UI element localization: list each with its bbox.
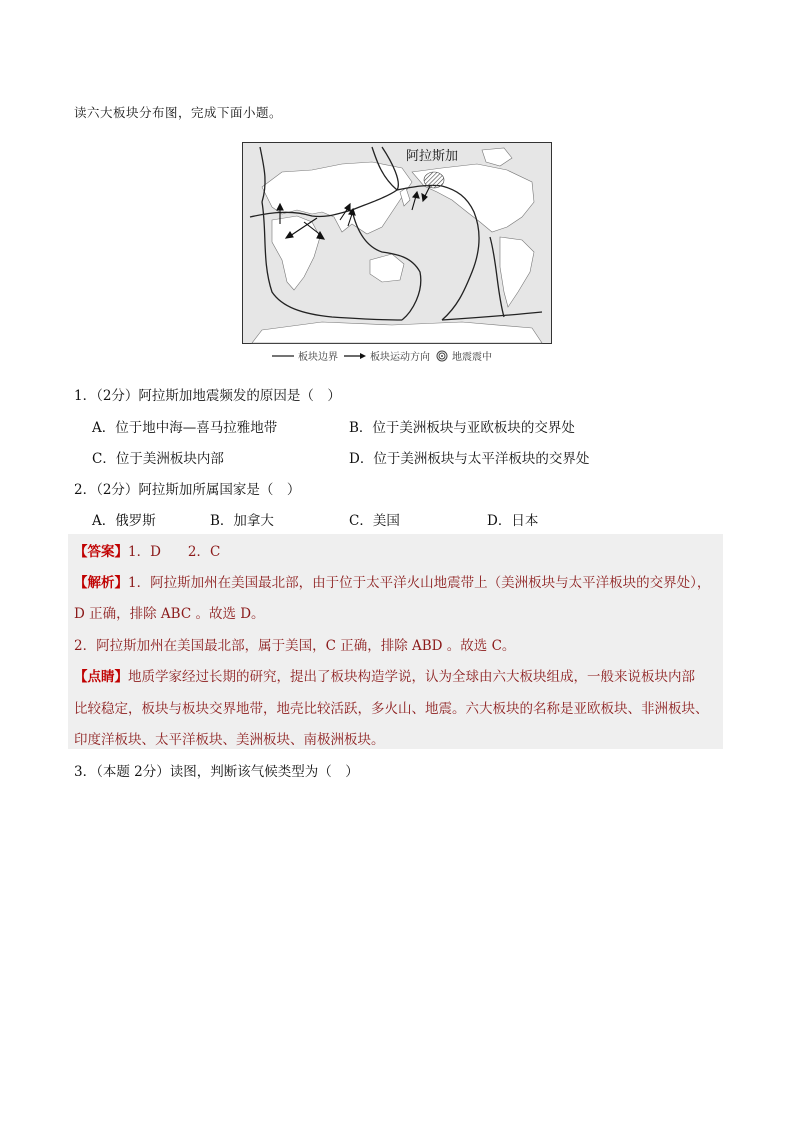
alaska-label: 阿拉斯加: [405, 149, 459, 164]
quake-icon: [436, 350, 448, 362]
comment-tag: 【点睛】: [74, 669, 128, 685]
q2-stem: 2．（2分）阿拉斯加所属国家是（ ）: [74, 482, 301, 498]
map-legend: [272, 348, 492, 363]
analysis-line-1: [74, 571, 710, 591]
plate-map: [242, 142, 552, 344]
legend-boundary: [272, 348, 338, 363]
answer-text: 1．D 2．C: [128, 544, 221, 560]
comment-text-1: 地质学家经过长期的研究，提出了板块构造学说，认为全球由六大板块组成，一般来说板块内部: [128, 669, 695, 685]
q1-option-d: D．位于美洲板块与太平洋板块的交界处: [349, 451, 590, 467]
arrow-icon: [344, 352, 366, 360]
legend-motion: [344, 348, 430, 363]
legend-motion-label: 板块运动方向: [370, 352, 430, 363]
answer-tag: 【答案】: [74, 544, 128, 560]
q3-stem: 3．（本题 2分）读图，判断该气候类型为（ ）: [74, 764, 359, 780]
legend-quake: [436, 348, 492, 363]
comment-line-1: [74, 665, 695, 685]
answer-line: [74, 540, 220, 560]
q1-option-b: B．位于美洲板块与亚欧板块的交界处: [349, 420, 575, 436]
comment-line-2: 比较稳定，板块与板块交界地带，地壳比较活跃，多火山、地震。六大板块的名称是亚欧板块、非洲板块、: [74, 701, 709, 717]
q2-option-b: B．加拿大: [210, 513, 274, 529]
quake-zone: [424, 172, 444, 188]
analysis-tag: 【解析】: [74, 575, 128, 591]
intro-text: 读六大板块分布图，完成下面小题。: [74, 105, 283, 120]
analysis-line-3: 2．阿拉斯加州在美国最北部，属于美国，C 正确，排除 ABD 。故选 C。: [74, 638, 516, 654]
analysis-text-1: 1．阿拉斯加州在美国最北部，由于位于太平洋火山地震带上（美洲板块与太平洋板块的交界处），: [128, 575, 711, 591]
comment-line-3: 印度洋板块、太平洋板块、美洲板块、南极洲板块。: [74, 732, 385, 748]
q1-stem: 1．（2分）阿拉斯加地震频发的原因是（ ）: [74, 388, 341, 404]
boundary-line-icon: [272, 353, 294, 359]
legend-quake-label: 地震震中: [452, 352, 492, 363]
q2-option-d: D．日本: [487, 513, 539, 529]
q1-option-c: C．位于美洲板块内部: [92, 451, 224, 467]
q2-option-c: C．美国: [349, 513, 400, 529]
plate-map-svg: [242, 142, 552, 344]
q1-option-a: A．位于地中海—喜马拉雅地带: [92, 420, 278, 436]
legend-boundary-label: 板块边界: [298, 352, 338, 363]
analysis-line-2: D 正确，排除 ABC 。故选 D。: [74, 606, 265, 622]
q2-option-a: A．俄罗斯: [92, 513, 156, 529]
